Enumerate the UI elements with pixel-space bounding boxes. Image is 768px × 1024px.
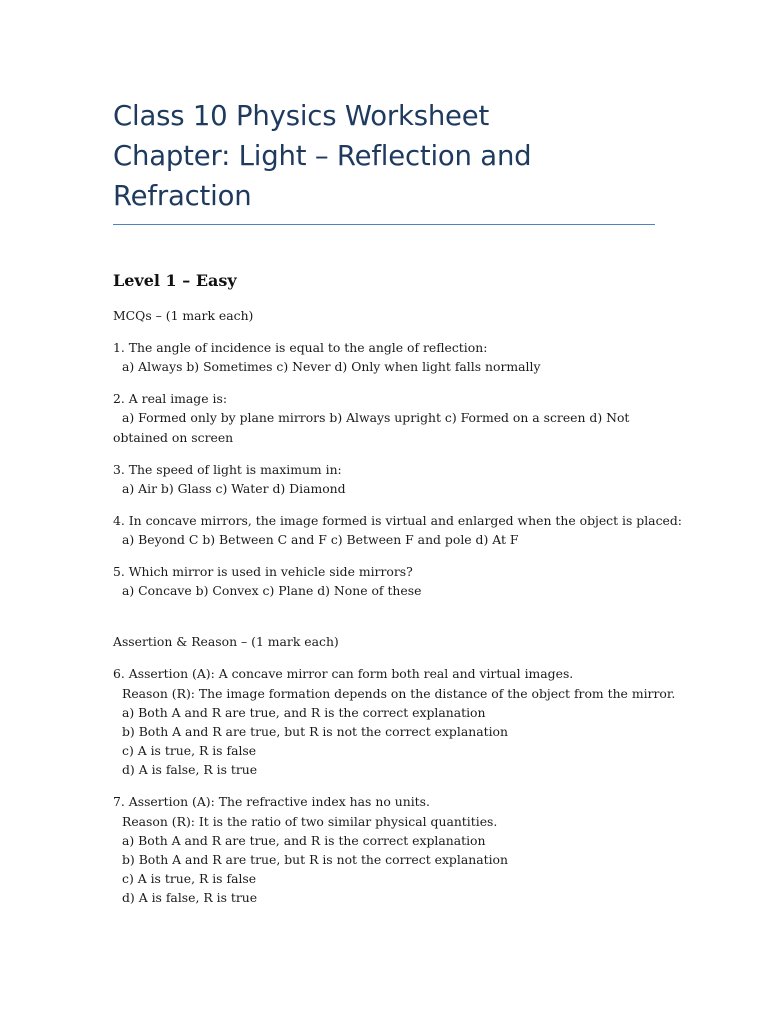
question-options-continued: obtained on screen — [113, 429, 234, 445]
option-d: d) A is false, R is true — [122, 890, 258, 906]
option-a: a) Both A and R are true, and R is the correct explanation — [122, 832, 486, 848]
title-underline-divider — [113, 224, 655, 225]
option-b: b) Both A and R are true, but R is not the correct explanation — [122, 724, 508, 740]
question-text: 1. The angle of incidence is equal to the angle of reflection: — [113, 340, 488, 355]
option-a: a) Both A and R are true, and R is the correct explanation — [122, 704, 486, 720]
mcq-question-5 — [113, 562, 655, 600]
worksheet-title — [113, 96, 655, 216]
mcq-question-3 — [113, 460, 655, 498]
question-text: 2. A real image is: — [113, 391, 227, 407]
option-c: c) A is true, R is false — [122, 871, 257, 887]
question-options: a) Always b) Sometimes c) Never d) Only when light falls normally — [122, 359, 541, 375]
mcq-section-label: MCQs – (1 mark each) — [113, 308, 254, 323]
question-options: a) Air b) Glass c) Water d) Diamond — [122, 480, 346, 496]
question-text: 4. In concave mirrors, the image formed is virtual and enlarged when the object is placed: — [113, 512, 682, 528]
question-options: a) Formed only by plane mirrors b) Always upright c) Formed on a screen d) Not — [122, 410, 630, 426]
assertion-reason-section-label: Assertion & Reason – (1 mark each) — [113, 634, 339, 650]
mcq-question-2 — [113, 389, 655, 447]
option-b: b) Both A and R are true, but R is not the correct explanation — [122, 852, 508, 868]
title-line-1: Class 10 Physics Worksheet — [113, 100, 490, 132]
option-c: c) A is true, R is false — [122, 743, 257, 759]
ar-question-6 — [113, 664, 676, 779]
reason-text: Reason (R): The image formation depends on the distance of the object from the mirror. — [122, 685, 676, 701]
title-line-2: Chapter: Light – Reflection and — [113, 140, 532, 172]
question-options: a) Concave b) Convex c) Plane d) None of these — [122, 583, 422, 599]
level-heading: Level 1 – Easy — [113, 271, 237, 290]
assertion-text: 7. Assertion (A): The refractive index has no units. — [113, 794, 430, 810]
mcq-question-4 — [113, 511, 682, 549]
question-text: 3. The speed of light is maximum in: — [113, 461, 342, 477]
option-d: d) A is false, R is true — [122, 762, 258, 778]
reason-text: Reason (R): It is the ratio of two similar physical quantities. — [122, 813, 498, 829]
question-text: 5. Which mirror is used in vehicle side mirrors? — [113, 564, 413, 580]
mcq-question-1 — [113, 338, 655, 376]
ar-question-7 — [113, 792, 655, 907]
title-line-3: Refraction — [113, 180, 252, 212]
assertion-text: 6. Assertion (A): A concave mirror can form both real and virtual images. — [113, 666, 574, 682]
question-options: a) Beyond C b) Between C and F c) Between F and pole d) At F — [122, 532, 519, 548]
